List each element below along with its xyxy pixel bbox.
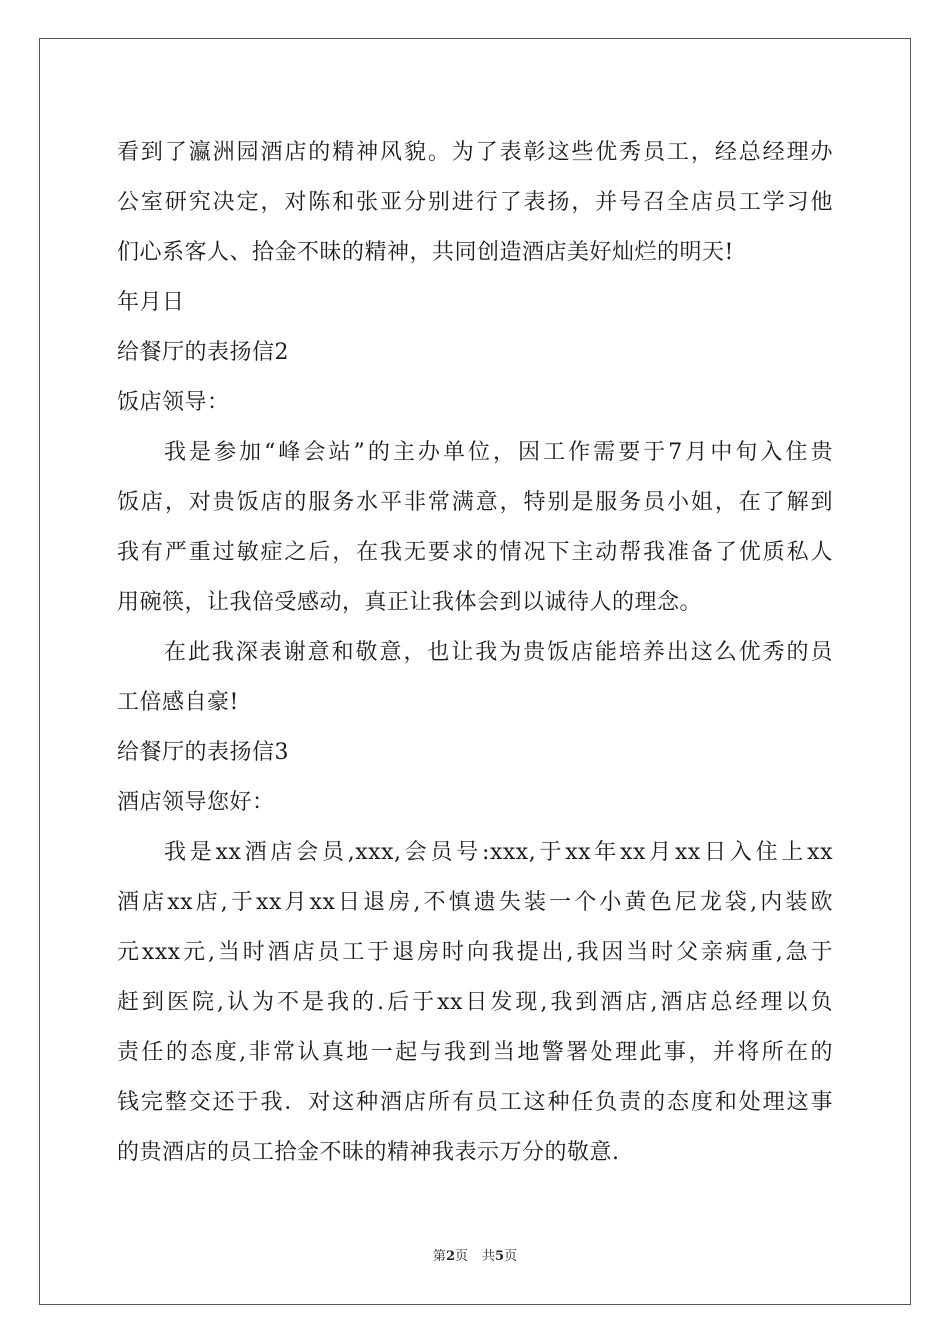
body-line: 们心系客人、拾金不昧的精神，共同创造酒店美好灿烂的明天! <box>117 240 734 265</box>
date-line: 年月日 <box>117 290 185 315</box>
body-line: 用碗筷，让我倍受感动，真正让我体会到以诚待人的理念。 <box>117 590 703 615</box>
letter-2-title: 给餐厅的表扬信2 <box>117 340 289 365</box>
page-suffix: 页 <box>454 1249 468 1264</box>
total-prefix: 共 <box>482 1249 496 1264</box>
page-footer <box>0 1245 950 1264</box>
letter-3-title: 给餐厅的表扬信3 <box>117 740 289 765</box>
body-line: 元xxx元,当时酒店员工于退房时向我提出,我因当时父亲病重,急于 <box>117 940 833 965</box>
page-prefix: 第 <box>432 1249 446 1264</box>
body-line: 赶到医院,认为不是我的.后于xx日发现,我到酒店,酒店总经理以负 <box>117 990 833 1015</box>
page-current: 2 <box>445 1249 455 1264</box>
body-line: 我是xx酒店会员,xxx,会员号:xxx,于xx年xx月xx日入住上xx <box>164 840 833 865</box>
body-line: 饭店，对贵饭店的服务水平非常满意，特别是服务员小姐，在了解到 <box>117 490 833 515</box>
document-body <box>117 128 833 1178</box>
body-line: 酒店xx店,于xx月xx日退房,不慎遗失装一个小黄色尼龙袋,内装欧 <box>117 890 833 915</box>
body-line: 我有严重过敏症之后，在我无要求的情况下主动帮我准备了优质私人 <box>117 540 833 565</box>
letter-2-salutation: 饭店领导： <box>117 390 230 415</box>
body-line: 的贵酒店的员工拾金不昧的精神我表示万分的敬意. <box>117 1140 620 1165</box>
body-line: 钱完整交还于我．对这种酒店所有员工这种任负责的态度和处理这事 <box>117 1090 833 1115</box>
body-line: 责任的态度,非常认真地一起与我到当地警署处理此事，并将所在的 <box>117 1040 833 1065</box>
total-suffix: 页 <box>504 1249 518 1264</box>
body-line: 我是参加“峰会站”的主办单位，因工作需要于7月中旬入住贵 <box>164 440 833 465</box>
body-line: 公室研究决定，对陈和张亚分别进行了表扬，并号召全店员工学习他 <box>117 190 833 215</box>
body-line: 在此我深表谢意和敬意，也让我为贵饭店能培养出这么优秀的员 <box>164 640 833 665</box>
body-line: 工倍感自豪! <box>117 690 239 715</box>
body-line: 看到了瀛洲园酒店的精神风貌。为了表彰这些优秀员工，经总经理办 <box>117 140 833 165</box>
page-total: 5 <box>495 1249 505 1264</box>
letter-3-salutation: 酒店领导您好： <box>117 790 275 815</box>
